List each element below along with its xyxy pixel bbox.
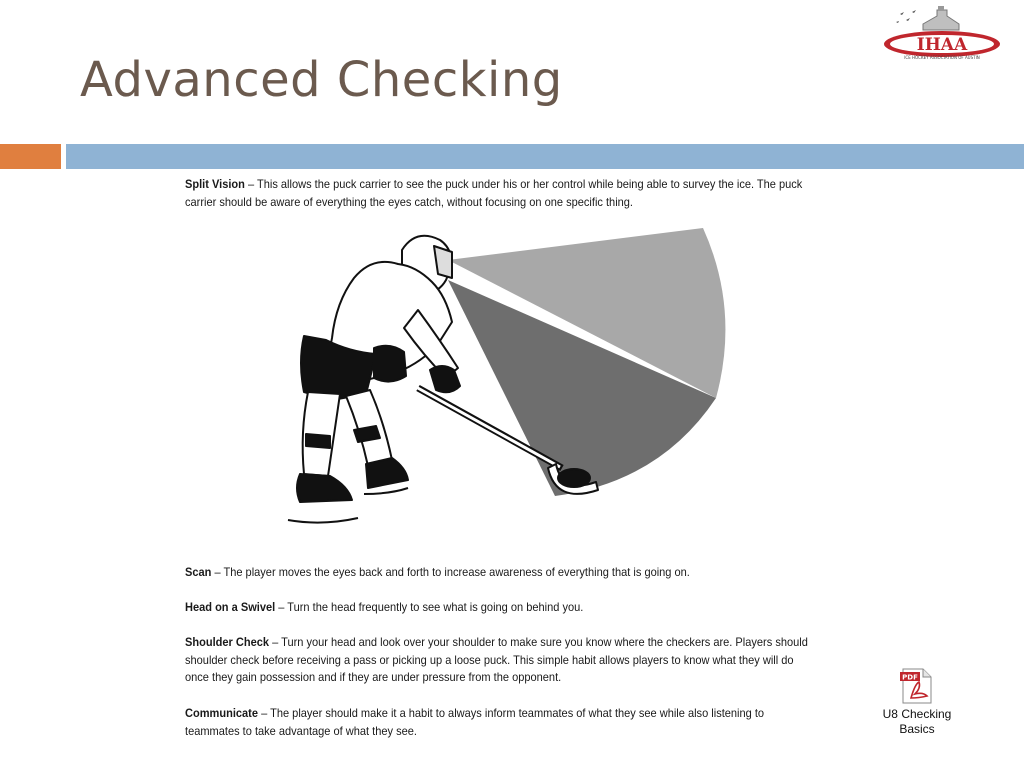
text-scan: – The player moves the eyes back and forth to increase awareness of everything that is going on. [211,565,690,579]
term-communicate: Communicate [185,706,259,720]
slide-title: Advanced Checking [80,52,563,108]
logo-text: IHAA [916,35,968,55]
pdf-icon-label: PDF [902,673,918,682]
logo-subtext: ICE HOCKEY ASSOCIATION OF AUSTIN [904,55,980,60]
term-head-on-swivel: Head on a Swivel [185,600,276,614]
text-head-on-swivel: – Turn the head frequently to see what is going on behind you. [275,600,584,614]
paragraph-shoulder-check [185,634,815,687]
pdf-file-icon[interactable] [899,668,935,704]
paragraph-scan [185,564,815,582]
paragraph-split-vision [185,176,815,211]
term-scan: Scan [185,565,212,579]
term-split-vision: Split Vision [185,177,245,191]
ihaa-logo [882,4,1002,60]
accent-bar-orange [0,144,61,169]
pdf-file-label[interactable]: U8 Checking Basics [882,707,952,736]
text-communicate: – The player should make it a habit to always inform teammates of what they see while also listening to teammates to take advantage of what they see. [185,706,765,738]
accent-bar-blue [66,144,1024,169]
paragraph-head-on-swivel [185,599,815,617]
paragraph-communicate [185,705,815,740]
text-split-vision: – This allows the puck carrier to see the puck under his or her control while being able to survey the ice. The puck carrier should be aware of everything the eyes catch, without focusing on one specific thing. [185,177,803,209]
hockey-player-illustration [270,220,740,550]
term-shoulder-check: Shoulder Check [185,635,270,649]
text-shoulder-check: – Turn your head and look over your shoulder to make sure you know where the checkers are. Players should shoulder check before receiving a pass or picking up a loose puck. This simple habit allows players to know what they will do once they gain possession and if they are under pressure from the opponent. [185,635,808,684]
